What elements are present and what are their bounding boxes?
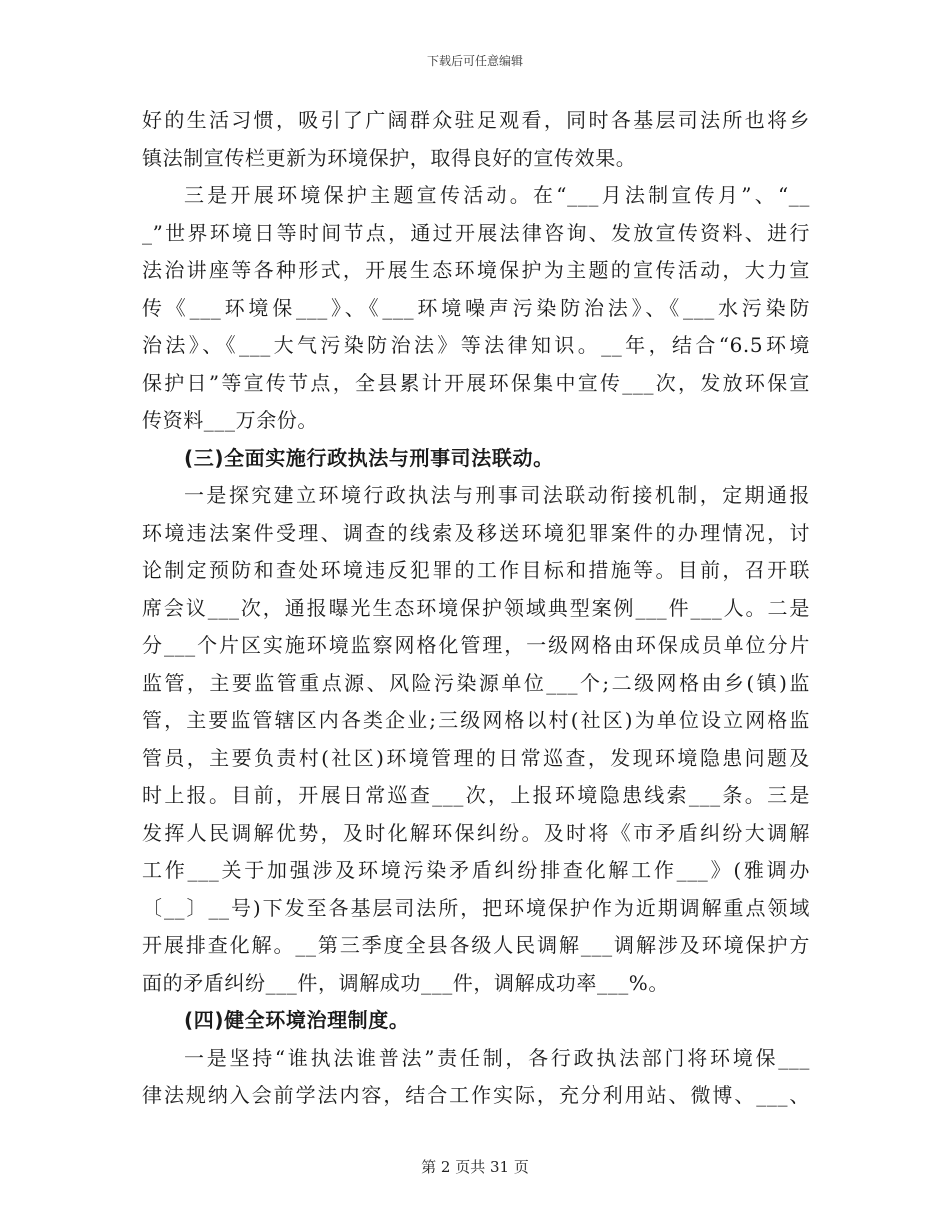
paragraph-line: 保护日”等宣传节点，全县累计开展环保集中宣传___次，发放环保宣 (142, 370, 810, 395)
paragraph-line: 开展排查化解。__第三季度全县各级人民调解___调解涉及环境保护方 (142, 933, 810, 957)
paragraph-line: 分___个片区实施环境监察网格化管理，一级网格由环保成员单位分片 (142, 633, 810, 657)
paragraph-line: 一是坚持“谁执法谁普法”责任制，各行政执法部门将环境保___ (184, 1045, 810, 1070)
paragraph-line: 管员，主要负责村(社区)环境管理的日常巡查，发现环境隐患问题及 (142, 745, 810, 770)
paragraph-line: 时上报。目前，开展日常巡查___次，上报环境隐患线索___条。三是 (142, 783, 810, 807)
paragraph-line: 镇法制宣传栏更新为环境保护，取得良好的宣传效果。 (142, 145, 637, 170)
paragraph-line: 发挥人民调解优势，及时化解环保纠纷。及时将《市矛盾纠纷大调解 (142, 820, 810, 845)
paragraph-line: 管，主要监管辖区内各类企业;三级网格以村(社区)为单位设立网格监 (142, 708, 810, 732)
paragraph-line: 一是探究建立环境行政执法与刑事司法联动衔接机制，定期通报 (184, 483, 810, 507)
page-number: 第 2 页共 31 页 (421, 1158, 529, 1176)
section-heading: (三)全面实施行政执法与刑事司法联动。 (184, 445, 554, 470)
section-heading: (四)健全环境治理制度。 (184, 1008, 410, 1032)
paragraph-line: 监管，主要监管重点源、风险污染源单位___个;二级网格由乡(镇)监 (142, 670, 810, 695)
paragraph-line: 法治讲座等各种形式，开展生态环境保护为主题的宣传活动，大力宣 (142, 258, 810, 282)
document-body (142, 102, 810, 1115)
paragraph-line: 传《___环境保___》、《___环境噪声污染防治法》、《___水污染防 (142, 295, 810, 320)
paragraph-line: 面的矛盾纠纷___件，调解成功___件，调解成功率___%。 (142, 970, 670, 995)
paragraph-line: 三是开展环境保护主题宣传活动。在“___月法制宣传月”、“__ (184, 183, 810, 207)
paragraph-line: 工作___关于加强涉及环境污染矛盾纠纷排查化解工作___》(雅调办 (142, 858, 810, 882)
paragraph-line: 治法》、《___大气污染防治法》等法律知识。__年，结合“6.5环境 (142, 333, 810, 357)
paragraph-line: _”世界环境日等时间节点，通过开展法律咨询、发放宣传资料、进行 (142, 220, 810, 245)
paragraph-line: 律法规纳入会前学法内容，结合工作实际，充分利用站、微博、___、 (142, 1083, 810, 1107)
paragraph-line: 论制定预防和查处环境违反犯罪的工作目标和措施等。目前，召开联 (142, 558, 810, 582)
paragraph-line: 环境违法案件受理、调查的线索及移送环境犯罪案件的办理情况，讨 (142, 520, 810, 545)
paragraph-line: 好的生活习惯，吸引了广阔群众驻足观看，同时各基层司法所也将乡 (142, 108, 810, 132)
page-header: 下载后可任意编辑 (426, 54, 523, 68)
paragraph-line: 传资料___万余份。 (142, 408, 318, 432)
paragraph-line: 〔__〕__号)下发至各基层司法所，把环境保护作为近期调解重点领域 (142, 895, 810, 920)
paragraph-line: 席会议___次，通报曝光生态环境保护领域典型案例___件___人。二是 (142, 595, 810, 620)
